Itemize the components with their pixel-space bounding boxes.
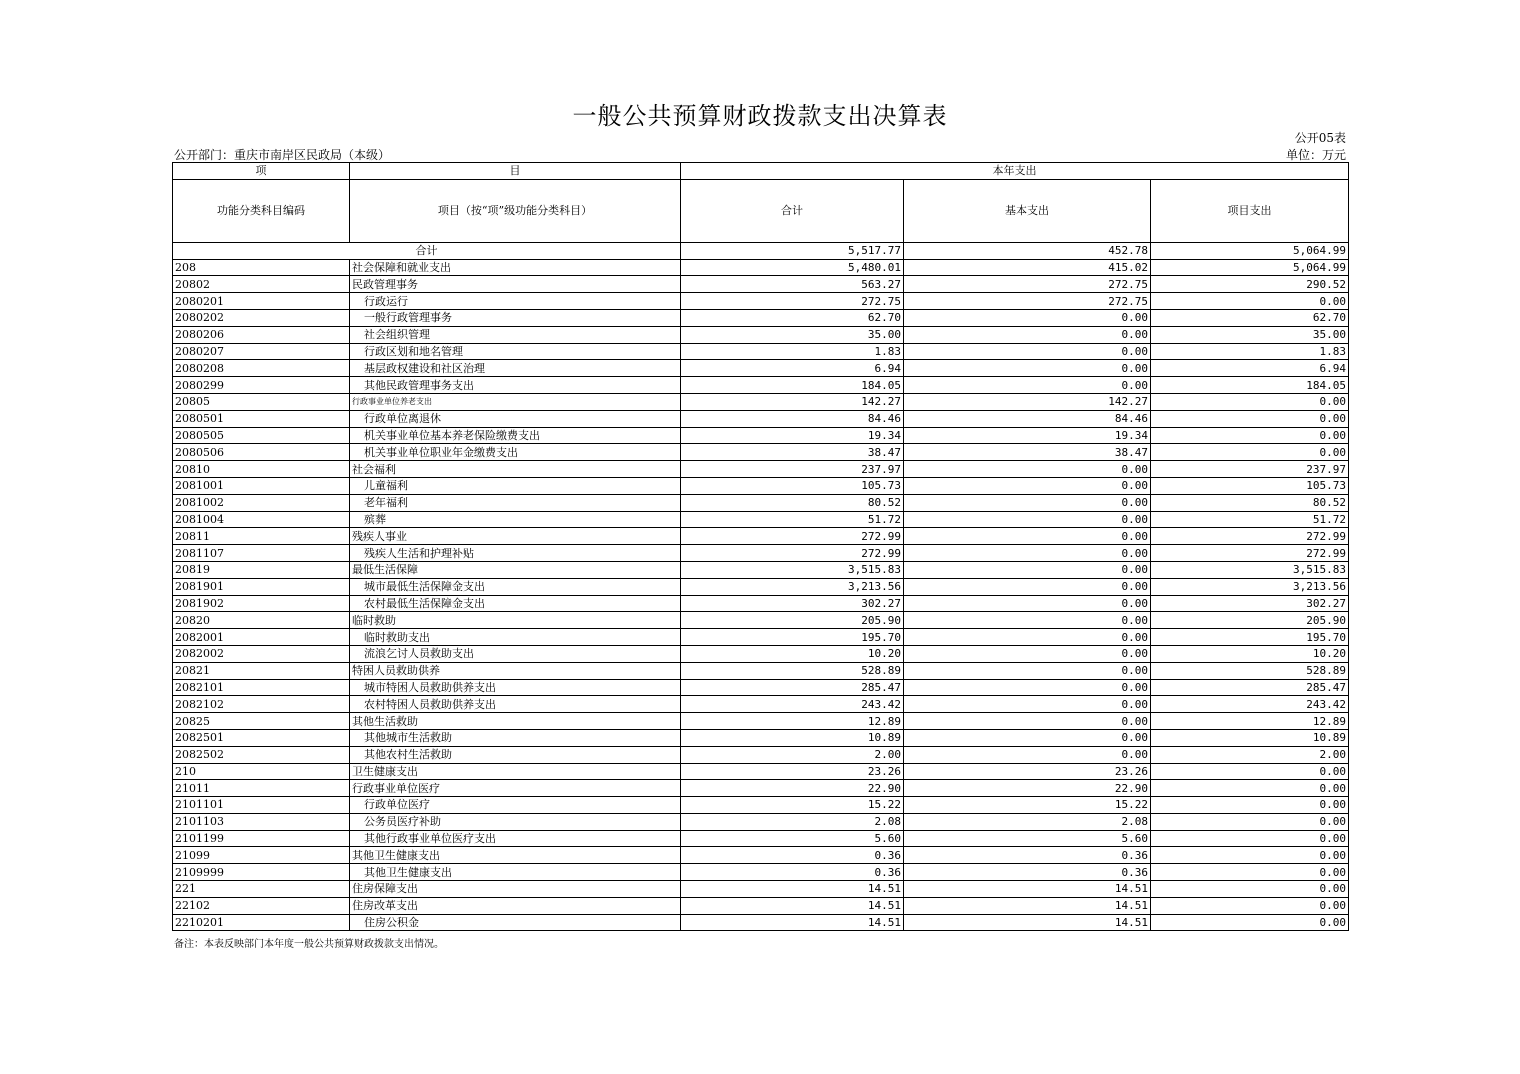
row-basic: 38.47 (904, 444, 1151, 461)
header-name: 项目（按“项”级功能分类科目） (350, 179, 681, 242)
row-code: 2080501 (173, 410, 350, 427)
table-row (173, 763, 1349, 780)
row-total: 272.75 (681, 293, 904, 310)
table-row (173, 326, 1349, 343)
table-row (173, 713, 1349, 730)
table-row (173, 427, 1349, 444)
row-total: 80.52 (681, 494, 904, 511)
row-basic: 22.90 (904, 780, 1151, 797)
row-total: 19.34 (681, 427, 904, 444)
row-project: 62.70 (1151, 309, 1349, 326)
table-row (173, 813, 1349, 830)
row-basic: 0.00 (904, 578, 1151, 595)
form-number: 公开05表 (1294, 131, 1346, 145)
row-total: 10.20 (681, 645, 904, 662)
table-row (173, 561, 1349, 578)
row-project: 0.00 (1151, 813, 1349, 830)
row-basic: 0.00 (904, 343, 1151, 360)
table-row (173, 578, 1349, 595)
row-basic: 0.00 (904, 326, 1151, 343)
row-name: 行政单位医疗 (350, 797, 681, 814)
row-basic: 19.34 (904, 427, 1151, 444)
row-code: 22102 (173, 897, 350, 914)
total-label: 合计 (173, 242, 681, 259)
row-code: 2081901 (173, 578, 350, 595)
row-project: 12.89 (1151, 713, 1349, 730)
row-project: 3,515.83 (1151, 561, 1349, 578)
header-project: 项目支出 (1151, 179, 1349, 242)
row-basic: 0.00 (904, 477, 1151, 494)
row-total: 22.90 (681, 780, 904, 797)
row-name: 一般行政管理事务 (350, 309, 681, 326)
total-basic: 452.78 (904, 242, 1151, 259)
row-project: 0.00 (1151, 427, 1349, 444)
row-name: 机关事业单位基本养老保险缴费支出 (350, 427, 681, 444)
row-code: 2210201 (173, 914, 350, 931)
row-basic: 0.36 (904, 847, 1151, 864)
row-code: 2082101 (173, 679, 350, 696)
table-row (173, 897, 1349, 914)
row-project: 272.99 (1151, 545, 1349, 562)
table-row (173, 393, 1349, 410)
table-row (173, 511, 1349, 528)
row-name: 住房保障支出 (350, 881, 681, 898)
table-row (173, 477, 1349, 494)
row-basic: 0.00 (904, 713, 1151, 730)
row-name: 其他生活救助 (350, 713, 681, 730)
row-total: 195.70 (681, 629, 904, 646)
row-total: 12.89 (681, 713, 904, 730)
row-code: 2082502 (173, 746, 350, 763)
row-project: 3,213.56 (1151, 578, 1349, 595)
row-project: 0.00 (1151, 780, 1349, 797)
header-item: 项 (173, 163, 350, 180)
row-total: 0.36 (681, 864, 904, 881)
row-total: 563.27 (681, 276, 904, 293)
row-project: 0.00 (1151, 410, 1349, 427)
table-row (173, 377, 1349, 394)
row-basic: 23.26 (904, 763, 1151, 780)
table-row (173, 595, 1349, 612)
row-basic: 0.00 (904, 662, 1151, 679)
table-row (173, 679, 1349, 696)
header-item2: 目 (350, 163, 681, 180)
row-code: 2081002 (173, 494, 350, 511)
row-basic: 0.36 (904, 864, 1151, 881)
row-total: 243.42 (681, 696, 904, 713)
row-name: 农村最低生活保障金支出 (350, 595, 681, 612)
row-code: 2080299 (173, 377, 350, 394)
row-project: 195.70 (1151, 629, 1349, 646)
row-project: 272.99 (1151, 528, 1349, 545)
row-total: 272.99 (681, 545, 904, 562)
row-code: 2080201 (173, 293, 350, 310)
table-row (173, 729, 1349, 746)
row-basic: 14.51 (904, 897, 1151, 914)
row-basic: 0.00 (904, 679, 1151, 696)
row-code: 2109999 (173, 864, 350, 881)
row-total: 5.60 (681, 830, 904, 847)
row-basic: 0.00 (904, 545, 1151, 562)
row-total: 38.47 (681, 444, 904, 461)
row-basic: 0.00 (904, 309, 1151, 326)
row-total: 237.97 (681, 461, 904, 478)
row-name: 行政区划和地名管理 (350, 343, 681, 360)
row-code: 2081004 (173, 511, 350, 528)
row-project: 0.00 (1151, 864, 1349, 881)
row-project: 0.00 (1151, 881, 1349, 898)
row-name: 社会保障和就业支出 (350, 259, 681, 276)
row-name: 社会组织管理 (350, 326, 681, 343)
row-project: 285.47 (1151, 679, 1349, 696)
row-total: 10.89 (681, 729, 904, 746)
row-name: 公务员医疗补助 (350, 813, 681, 830)
row-name: 机关事业单位职业年金缴费支出 (350, 444, 681, 461)
row-code: 20821 (173, 662, 350, 679)
row-name: 殡葬 (350, 511, 681, 528)
row-code: 2101199 (173, 830, 350, 847)
total-total: 5,517.77 (681, 242, 904, 259)
row-total: 205.90 (681, 612, 904, 629)
row-basic: 0.00 (904, 561, 1151, 578)
row-basic: 0.00 (904, 729, 1151, 746)
footnote: 备注：本表反映部门本年度一般公共预算财政拨款支出情况。 (174, 939, 444, 950)
header-basic: 基本支出 (904, 179, 1151, 242)
row-name: 行政运行 (350, 293, 681, 310)
header-row-2 (173, 179, 1349, 242)
row-basic: 0.00 (904, 645, 1151, 662)
row-total: 528.89 (681, 662, 904, 679)
row-code: 21099 (173, 847, 350, 864)
row-total: 15.22 (681, 797, 904, 814)
row-name: 住房改革支出 (350, 897, 681, 914)
row-basic: 0.00 (904, 595, 1151, 612)
row-project: 0.00 (1151, 897, 1349, 914)
table-row (173, 360, 1349, 377)
row-basic: 0.00 (904, 360, 1151, 377)
row-code: 2081107 (173, 545, 350, 562)
row-basic: 272.75 (904, 293, 1151, 310)
row-basic: 84.46 (904, 410, 1151, 427)
row-name: 其他卫生健康支出 (350, 864, 681, 881)
row-name: 残疾人事业 (350, 528, 681, 545)
row-name: 城市特困人员救助供养支出 (350, 679, 681, 696)
row-code: 2080202 (173, 309, 350, 326)
row-code: 20825 (173, 713, 350, 730)
row-name: 老年福利 (350, 494, 681, 511)
table-row (173, 343, 1349, 360)
row-basic: 0.00 (904, 612, 1151, 629)
row-code: 20819 (173, 561, 350, 578)
header-year-expense: 本年支出 (681, 163, 1349, 180)
table-row (173, 662, 1349, 679)
row-code: 2082102 (173, 696, 350, 713)
row-basic: 0.00 (904, 511, 1151, 528)
row-project: 237.97 (1151, 461, 1349, 478)
row-code: 2082501 (173, 729, 350, 746)
row-code: 2081001 (173, 477, 350, 494)
row-name: 其他卫生健康支出 (350, 847, 681, 864)
table-row (173, 629, 1349, 646)
department-label: 公开部门：重庆市南岸区民政局（本级） (174, 148, 391, 162)
row-project: 0.00 (1151, 763, 1349, 780)
row-code: 2080506 (173, 444, 350, 461)
row-name: 农村特困人员救助供养支出 (350, 696, 681, 713)
row-name: 临时救助 (350, 612, 681, 629)
row-total: 14.51 (681, 897, 904, 914)
row-project: 290.52 (1151, 276, 1349, 293)
row-project: 0.00 (1151, 830, 1349, 847)
row-total: 3,213.56 (681, 578, 904, 595)
row-name: 其他农村生活救助 (350, 746, 681, 763)
row-total: 1.83 (681, 343, 904, 360)
row-code: 20811 (173, 528, 350, 545)
row-basic: 0.00 (904, 528, 1151, 545)
row-basic: 0.00 (904, 696, 1151, 713)
row-code: 2080208 (173, 360, 350, 377)
header-total: 合计 (681, 179, 904, 242)
row-code: 2101101 (173, 797, 350, 814)
row-project: 0.00 (1151, 797, 1349, 814)
row-basic: 15.22 (904, 797, 1151, 814)
row-name: 流浪乞讨人员救助支出 (350, 645, 681, 662)
row-total: 23.26 (681, 763, 904, 780)
row-total: 2.08 (681, 813, 904, 830)
row-name: 儿童福利 (350, 477, 681, 494)
row-basic: 14.51 (904, 881, 1151, 898)
row-project: 302.27 (1151, 595, 1349, 612)
table-row (173, 309, 1349, 326)
table-row (173, 494, 1349, 511)
row-total: 142.27 (681, 393, 904, 410)
row-name: 民政管理事务 (350, 276, 681, 293)
row-total: 0.36 (681, 847, 904, 864)
row-project: 0.00 (1151, 847, 1349, 864)
row-project: 6.94 (1151, 360, 1349, 377)
table-row (173, 746, 1349, 763)
row-name: 行政单位离退休 (350, 410, 681, 427)
row-code: 2101103 (173, 813, 350, 830)
row-code: 2080206 (173, 326, 350, 343)
row-code: 2082002 (173, 645, 350, 662)
row-name: 城市最低生活保障金支出 (350, 578, 681, 595)
row-name: 临时救助支出 (350, 629, 681, 646)
table-row (173, 276, 1349, 293)
row-total: 285.47 (681, 679, 904, 696)
row-name: 特困人员救助供养 (350, 662, 681, 679)
row-basic: 0.00 (904, 746, 1151, 763)
row-code: 20802 (173, 276, 350, 293)
row-project: 0.00 (1151, 393, 1349, 410)
row-basic: 0.00 (904, 629, 1151, 646)
row-project: 205.90 (1151, 612, 1349, 629)
row-total: 184.05 (681, 377, 904, 394)
row-project: 0.00 (1151, 444, 1349, 461)
row-code: 21011 (173, 780, 350, 797)
row-total: 2.00 (681, 746, 904, 763)
table-row (173, 645, 1349, 662)
row-name: 卫生健康支出 (350, 763, 681, 780)
row-project: 51.72 (1151, 511, 1349, 528)
row-total: 6.94 (681, 360, 904, 377)
header-code: 功能分类科目编码 (173, 179, 350, 242)
row-basic: 14.51 (904, 914, 1151, 931)
row-name: 其他民政管理事务支出 (350, 377, 681, 394)
row-basic: 272.75 (904, 276, 1151, 293)
row-total: 3,515.83 (681, 561, 904, 578)
table-row (173, 830, 1349, 847)
row-project: 35.00 (1151, 326, 1349, 343)
row-total: 51.72 (681, 511, 904, 528)
row-code: 2080207 (173, 343, 350, 360)
row-code: 210 (173, 763, 350, 780)
row-total: 14.51 (681, 881, 904, 898)
row-name: 行政事业单位医疗 (350, 780, 681, 797)
row-basic: 0.00 (904, 494, 1151, 511)
row-name: 残疾人生活和护理补贴 (350, 545, 681, 562)
row-code: 208 (173, 259, 350, 276)
row-project: 0.00 (1151, 293, 1349, 310)
row-name: 社会福利 (350, 461, 681, 478)
table-row (173, 259, 1349, 276)
table-row (173, 444, 1349, 461)
row-code: 221 (173, 881, 350, 898)
row-project: 243.42 (1151, 696, 1349, 713)
row-project: 2.00 (1151, 746, 1349, 763)
row-name: 基层政权建设和社区治理 (350, 360, 681, 377)
row-code: 2080505 (173, 427, 350, 444)
row-total: 62.70 (681, 309, 904, 326)
table-row (173, 410, 1349, 427)
row-basic: 415.02 (904, 259, 1151, 276)
row-project: 0.00 (1151, 914, 1349, 931)
row-project: 80.52 (1151, 494, 1349, 511)
row-total: 5,480.01 (681, 259, 904, 276)
table-row (173, 797, 1349, 814)
row-total: 84.46 (681, 410, 904, 427)
table-row (173, 847, 1349, 864)
row-basic: 5.60 (904, 830, 1151, 847)
row-total: 14.51 (681, 914, 904, 931)
row-name: 行政事业单位养老支出 (350, 393, 681, 410)
header-row-1 (173, 163, 1349, 180)
row-total: 105.73 (681, 477, 904, 494)
row-basic: 0.00 (904, 461, 1151, 478)
row-basic: 0.00 (904, 377, 1151, 394)
table-row (173, 881, 1349, 898)
row-code: 20820 (173, 612, 350, 629)
row-name: 其他城市生活救助 (350, 729, 681, 746)
expenditure-table (172, 162, 1349, 931)
row-project: 5,064.99 (1151, 259, 1349, 276)
total-project: 5,064.99 (1151, 242, 1349, 259)
row-code: 20805 (173, 393, 350, 410)
table-row (173, 528, 1349, 545)
row-code: 20810 (173, 461, 350, 478)
table-row (173, 914, 1349, 931)
page-title: 一般公共预算财政拨款支出决算表 (572, 102, 948, 130)
row-basic: 142.27 (904, 393, 1151, 410)
row-name: 其他行政事业单位医疗支出 (350, 830, 681, 847)
total-row (173, 242, 1349, 259)
table-row (173, 612, 1349, 629)
row-code: 2082001 (173, 629, 350, 646)
row-basic: 2.08 (904, 813, 1151, 830)
row-name: 住房公积金 (350, 914, 681, 931)
table-row (173, 461, 1349, 478)
row-code: 2081902 (173, 595, 350, 612)
row-project: 528.89 (1151, 662, 1349, 679)
table-row (173, 864, 1349, 881)
row-name: 最低生活保障 (350, 561, 681, 578)
row-project: 184.05 (1151, 377, 1349, 394)
unit-label: 单位：万元 (1285, 148, 1346, 162)
table-row (173, 293, 1349, 310)
row-project: 10.20 (1151, 645, 1349, 662)
row-total: 302.27 (681, 595, 904, 612)
row-total: 272.99 (681, 528, 904, 545)
row-project: 105.73 (1151, 477, 1349, 494)
row-project: 1.83 (1151, 343, 1349, 360)
row-total: 35.00 (681, 326, 904, 343)
table-row (173, 780, 1349, 797)
table-row (173, 545, 1349, 562)
row-project: 10.89 (1151, 729, 1349, 746)
table-row (173, 696, 1349, 713)
